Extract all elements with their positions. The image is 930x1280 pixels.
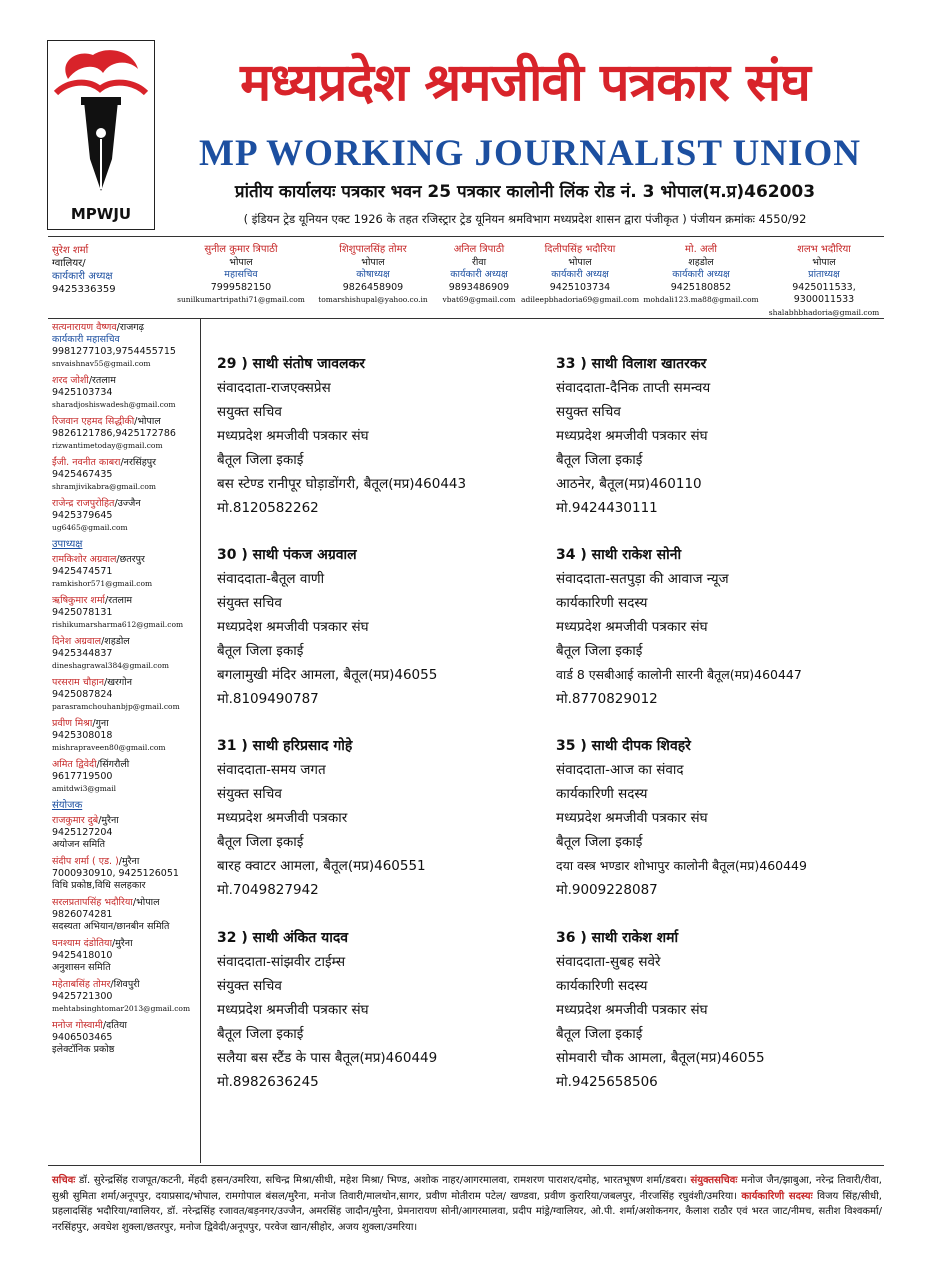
entry-line: सलैया बस स्टैंड के पास बैतूल(मप्र)460449 (217, 1050, 438, 1066)
sidebar-entry (52, 375, 198, 411)
member-entry (556, 734, 896, 902)
member-email: rizwantimetoday@gmail.com (52, 441, 163, 450)
member-line: 9425078131 (52, 607, 113, 618)
member-city: /मुरैना (118, 856, 140, 867)
union-title-hindi: मध्यप्रदेश श्रमजीवी पत्रकार संघ (240, 53, 810, 113)
officer-card (52, 244, 172, 296)
member-name: मनोज गोस्वामी (52, 1020, 103, 1031)
footer-text-executive: विजय सिंह/सीधी, प्रहलादसिंह भदौरिया/ग्वालियर, डॉ. नरेन्द्रसिंह रजावत/बड़नगर/उज्जैन, अमरसिंह जादौन/मुरैना, प्रेमनारायण सोनी/आगरमालवा, प्रदीप मांड्रे/ग्वालियर, ओ.पी. शर्मा/अशोकनगर, कैलाश राठौर एवं भरत जाट/नीमच, सतीश विश्वकर्मा/नरसिंहपुर, अवधेश शुक्ला/छतरपुर, मनोज द्विवेदी/अनूपपुर, परवेज खान/सीहोर, अजय शुक्ला/उमरिया। (52, 1190, 882, 1233)
officer-phone: 7999582150 (210, 281, 272, 293)
member-city: /गुना (92, 718, 109, 729)
member-line: 7000930910, 9425126051 (52, 868, 179, 879)
member-city: /भोपाल (132, 897, 160, 908)
footer-label-secretary: सचिवः (52, 1175, 76, 1186)
officer-card (521, 244, 639, 307)
sidebar-entry (52, 856, 198, 892)
member-city: /उज्जैन (114, 498, 141, 509)
officer-name: सुरेश शर्मा (52, 245, 89, 256)
officer-city: भोपाल (568, 256, 592, 268)
entry-line: बैतूल जिला इकाई (217, 643, 304, 659)
member-line: सदस्यता अभियान/छानबीन समिति (52, 921, 170, 932)
member-city: /सिंगरौली (96, 759, 130, 770)
officer-card (309, 244, 437, 307)
member-city: /खरगोन (104, 677, 132, 688)
officer-card (437, 244, 521, 307)
officer-name: शिशुपालसिंह तोमर (339, 244, 407, 255)
officer-email: mohdali123.ma88@gmail.com (643, 295, 759, 304)
entry-line: दया वस्त्र भण्डार शोभापुर कालोनी बैतूल(मप्र)460449 (556, 858, 807, 873)
union-title-english: MP WORKING JOURNALIST UNION (199, 133, 861, 174)
sidebar-divider (200, 318, 201, 1163)
member-city: /शिवपुरी (110, 979, 140, 990)
officer-name: अनिल त्रिपाठी (453, 244, 505, 255)
member-name: रिजवान एहमद सिद्धीकी (52, 416, 135, 427)
officer-email: adileepbhadoria69@gmail.com (521, 295, 640, 304)
footer-text-secretary: डॉ. सुरेन्द्रसिंह राजपूत/कटनी, मेंहदी हसन/उमरिया, सचिन्द्र मिश्रा/सीधी, महेश मिश्रा/ भिण्ड, अशोक नाहर/आगरमालवा, रामशरण पाराशर/दमोह, भारतभूषण शर्मा/डबरा। (79, 1175, 687, 1186)
entry-line: वार्ड 8 एसबीआई कालोनी सारनी बैतूल(मप्र)460447 (556, 667, 802, 682)
entry-line: सयुक्त सचिव (556, 404, 621, 420)
officer-name: दिलीपसिंह भदौरिया (544, 244, 616, 255)
member-line: 9826074281 (52, 909, 113, 920)
member-line: 9425127204 (52, 827, 113, 838)
entry-line: बैतूल जिला इकाई (217, 834, 304, 850)
entry-line: बस स्टेण्ड रानीपूर घोड़ाडोंगरी, बैतूल(मप्र)460443 (217, 476, 467, 492)
officer-name: शलभ भदौरिया (797, 244, 851, 255)
entry-heading: 32 ) साथी अंकित यादव (217, 930, 349, 946)
entry-line: संयुक्त सचिव (217, 786, 282, 802)
member-line: विधि प्रकोष्ठ,विधि सलहकार (52, 880, 146, 891)
member-city: /रतलाम (105, 595, 133, 606)
footer-text-joint-secretary: मनोज जैन/झाबुआ, नरेन्द्र तिवारी/रीवा, सुश्री सुमिता शर्मा/अनूपपुर, दयाप्रसाद/भोपाल, रामगोपाल बंसल/मुरैना, मनोज तिवारी/मालथोन,सागर, प्रवीण मोतीराम पटेल/ खण्डवा, प्रवीण कुरारिया/जबलपुर, नीरजसिंह रघुवंशी/उमरिया। (52, 1175, 882, 1202)
footer-members (52, 1173, 882, 1235)
entry-line: बैतूल जिला इकाई (556, 452, 643, 468)
officer-card (173, 244, 309, 307)
sidebar-entry (52, 815, 198, 851)
entry-line: मो.9424430111 (556, 500, 658, 516)
officer-city: रीवा (471, 256, 487, 268)
footer-divider (48, 1165, 884, 1166)
entry-line: सोमवारी चौक आमला, बैतूल(मप्र)46055 (556, 1050, 765, 1066)
officer-city: भोपाल (361, 256, 385, 268)
member-city: /छतरपुर (116, 554, 145, 565)
entry-line: मो.8770829012 (556, 691, 658, 707)
member-line: 9425103734 (52, 387, 113, 398)
member-name: अमित द्विवेदी (52, 759, 97, 770)
sidebar-entry (52, 554, 198, 590)
member-name: संदीप शर्मा ( एड. ) (52, 856, 119, 867)
member-line: 9425418010 (52, 950, 113, 961)
entry-line: संयुक्त सचिव (217, 595, 282, 611)
entry-line: आठनेर, बैतूल(मप्र)460110 (556, 476, 702, 492)
member-email: snvaishnav55@gmail.com (52, 359, 151, 368)
group-heading-convener: संयोजक (52, 800, 83, 811)
member-name: परसराम चौहान (52, 677, 105, 688)
officer-name: सुनील कुमार त्रिपाठी (204, 244, 278, 255)
footer-label-joint-secretary: संयुक्तसचिवः (690, 1175, 738, 1186)
officer-role: प्रांताध्यक्ष (808, 269, 840, 280)
member-line: 9425467435 (52, 469, 113, 480)
member-name: प्रवीण मिश्रा (52, 718, 93, 729)
officers-divider (48, 318, 884, 319)
officer-role: महासचिव (224, 269, 258, 280)
sidebar-entry (52, 759, 198, 795)
member-line: अयोजन समिति (52, 839, 106, 850)
sidebar-entry (52, 595, 198, 631)
officer-card (763, 244, 885, 319)
officer-role: कोषाध्यक्ष (356, 269, 390, 280)
officer-phone: 9425336359 (52, 284, 116, 295)
entry-line: कार्यकारिणी सदस्य (556, 595, 648, 611)
entry-line: सयुक्त सचिव (217, 404, 282, 420)
member-line: 9425379645 (52, 510, 113, 521)
entry-line: मध्यप्रदेश श्रमजीवी पत्रकार (217, 810, 348, 826)
member-name: ऋषिकुमार शर्मा (52, 595, 105, 606)
member-name: घनश्याम दंडोतिया (52, 938, 113, 949)
member-line: 9617719500 (52, 771, 113, 782)
member-email: mishrapraveen80@gmail.com (52, 743, 166, 752)
entry-line: संवाददाता-सांझवीर टाईम्स (217, 954, 346, 970)
pen-nib-icon (48, 41, 154, 201)
group-heading-vice-president: उपाध्यक्ष (52, 539, 83, 550)
sidebar-entry (52, 677, 198, 713)
entry-heading: 29 ) साथी संतोष जावलकर (217, 356, 365, 372)
entry-heading: 36 ) साथी राकेश शर्मा (556, 930, 679, 946)
officer-email: sunilkumartripathi71@gmail.com (177, 295, 305, 304)
header-divider (48, 236, 884, 237)
member-name: सरलप्रतापसिंह भदौरिया (52, 897, 133, 908)
entry-line: संवाददाता-समय जगत (217, 762, 326, 778)
entry-line: बैतूल जिला इकाई (556, 643, 643, 659)
member-city: /रतलाम (88, 375, 116, 386)
entry-line: कार्यकारिणी सदस्य (556, 786, 648, 802)
member-entry (217, 926, 557, 1094)
sidebar-entry (52, 457, 198, 493)
entry-line: संवाददाता-दैनिक ताप्ती समन्वय (556, 380, 711, 396)
sidebar-entry (52, 979, 198, 1015)
sidebar-entry (52, 322, 198, 370)
member-entry (556, 352, 896, 520)
officer-role: कार्यकारी अध्यक्ष (672, 269, 730, 280)
sidebar-entry (52, 897, 198, 933)
member-line: 9981277103,9754455715 (52, 346, 176, 357)
member-line: कार्यकारी महासचिव (52, 334, 120, 345)
member-email: rishikumarsharma612@gmail.com (52, 620, 184, 629)
officer-phone: 9893486909 (448, 281, 510, 293)
officer-email: shalabhbhadoria@gmail.com (768, 307, 880, 317)
entry-heading: 31 ) साथी हरिप्रसाद गोहे (217, 738, 353, 754)
entry-heading: 33 ) साथी विलाश खातरकर (556, 356, 707, 372)
officer-email: tomarshishupal@yahoo.co.in (318, 295, 428, 304)
member-email: amitdwi3@gmail (52, 784, 117, 793)
officer-city: भोपाल (812, 256, 836, 268)
officer-name: मो. अली (685, 244, 717, 255)
sidebar-entry (52, 416, 198, 452)
sidebar-entry (52, 718, 198, 754)
member-city: /राजगढ़ (116, 322, 144, 333)
member-name: शरद जोशी (52, 375, 89, 386)
member-email: mehtabsinghtomar2013@gmail.com (52, 1004, 191, 1013)
officer-role: कार्यकारी अध्यक्ष (450, 269, 508, 280)
member-entry (556, 926, 896, 1094)
entry-line: संवाददाता-आज का संवाद (556, 762, 684, 778)
member-line: 9425308018 (52, 730, 113, 741)
union-logo (47, 40, 155, 230)
member-email: ramkishor571@gmail.com (52, 579, 153, 588)
officer-role: कार्यकारी अध्यक्ष (551, 269, 609, 280)
member-email: dineshagrawal384@gmail.com (52, 661, 169, 670)
member-email: sharadjoshiswadesh@gmail.com (52, 400, 176, 409)
entry-line: मध्यप्रदेश श्रमजीवी पत्रकार संघ (556, 428, 708, 444)
officer-email: vbat69@gmail.com (442, 295, 516, 304)
sidebar-entry (52, 498, 198, 534)
officer-city: भोपाल (229, 256, 253, 268)
member-email: parasramchouhanbjp@gmail.com (52, 702, 180, 711)
logo-abbreviation: MPWJU (70, 205, 132, 223)
officer-phone: 9826458909 (342, 281, 404, 293)
member-name: ईंजी. नवनीत काबरा (52, 457, 121, 468)
officer-city: ग्वालियर/ (52, 258, 86, 269)
officer-phone: 9425103734 (549, 281, 611, 293)
member-line: 9406503465 (52, 1032, 113, 1043)
entry-line: बारह क्वाटर आमला, बैतूल(मप्र)460551 (217, 858, 426, 874)
officer-city: शहडोल (688, 256, 714, 268)
entry-line: संयुक्त सचिव (217, 978, 282, 994)
office-address: प्रांतीय कार्यालयः पत्रकार भवन 25 पत्रकार कालोनी लिंक रोड नं. 3 भोपाल(म.प्र)462003 (234, 182, 816, 202)
member-city: /मुरैना (112, 938, 133, 949)
member-line: अनुशासन समिति (52, 962, 111, 973)
member-city: /मुरैना (98, 815, 119, 826)
entry-line: मध्यप्रदेश श्रमजीवी पत्रकार संघ (217, 1002, 369, 1018)
member-city: /शहडोल (101, 636, 130, 647)
footer-label-executive: कार्यकारिणी सदस्यः (741, 1190, 813, 1202)
entry-line: मो.9425658506 (556, 1074, 658, 1090)
entry-line: बैतूल जिला इकाई (556, 1026, 643, 1042)
member-line: 9425344837 (52, 648, 113, 659)
entry-line: संवाददाता-राजएक्सप्रेस (217, 380, 331, 396)
member-city: /भोपाल (134, 416, 161, 427)
entry-line: मध्यप्रदेश श्रमजीवी पत्रकार संघ (556, 619, 708, 635)
entry-heading: 34 ) साथी राकेश सोनी (556, 547, 682, 563)
entry-line: बैतूल जिला इकाई (556, 834, 643, 850)
member-name: सत्यनारायण वैष्णव (52, 322, 117, 333)
entry-line: बैतूल जिला इकाई (217, 1026, 304, 1042)
officer-card (639, 244, 763, 307)
entry-line: मध्यप्रदेश श्रमजीवी पत्रकार संघ (217, 619, 369, 635)
officer-phone: 9425180852 (670, 281, 732, 293)
member-entry (217, 543, 557, 711)
member-line: 9425474571 (52, 566, 113, 577)
registration-note: ( इंडियन ट्रेड यूनियन एक्ट 1926 के तहत रजिस्ट्रार ट्रेड यूनियन श्रमविभाग मध्यप्रदेश शासन द्वारा पंजीकृत ) पंजीयन क्रमांकः 4550/92 (243, 212, 807, 226)
member-name: राजकुमार दुबे (52, 815, 99, 826)
entry-line: मो.8982636245 (217, 1074, 319, 1090)
entry-line: मध्यप्रदेश श्रमजीवी पत्रकार संघ (556, 1002, 708, 1018)
member-name: महेताबसिंह तोमर (52, 979, 111, 990)
entry-line: बगलामुखी मंदिर आमला, बैतूल(मप्र)46055 (217, 667, 438, 683)
entry-line: कार्यकारिणी सदस्य (556, 978, 648, 994)
entry-line: मो.8109490787 (217, 691, 319, 707)
member-line: 9826121786,9425172786 (52, 428, 176, 439)
entry-line: संवाददाता-बैतूल वाणी (217, 571, 325, 587)
entry-line: संवाददाता-सुबह सवेरे (556, 954, 661, 970)
officer-role: कार्यकारी अध्यक्ष (52, 271, 113, 282)
entry-line: मध्यप्रदेश श्रमजीवी पत्रकार संघ (217, 428, 369, 444)
entry-heading: 35 ) साथी दीपक शिवहरे (556, 738, 691, 754)
member-name: रामकिशोर अग्रवाल (52, 554, 117, 565)
sidebar-entry (52, 1020, 198, 1056)
entry-line: मो.7049827942 (217, 882, 319, 898)
officer-phone: 9425011533, 9300011533 (792, 281, 856, 305)
member-entry (217, 352, 557, 520)
member-name: दिनेश अग्रवाल (52, 636, 102, 647)
entry-line: संवाददाता-सतपुड़ा की आवाज न्यूज (556, 571, 729, 587)
member-city: /नरसिंहपुर (120, 457, 157, 468)
member-line: इलेक्टॉनिक प्रकोष्ठ (52, 1044, 115, 1055)
member-entry (556, 543, 896, 711)
member-email: shramjivikabra@gmail.com (52, 482, 156, 491)
entry-line: मध्यप्रदेश श्रमजीवी पत्रकार संघ (556, 810, 708, 826)
member-entry (217, 734, 557, 902)
entry-line: मो.9009228087 (556, 882, 658, 898)
sidebar-members (52, 322, 198, 1061)
member-city: /दतिया (102, 1020, 127, 1031)
member-email: ug6465@gmail.com (52, 523, 128, 532)
sidebar-entry (52, 938, 198, 974)
member-name: राजेन्द्र राजपुरोहित (52, 498, 115, 509)
member-line: 9425087824 (52, 689, 113, 700)
member-line: 9425721300 (52, 991, 113, 1002)
sidebar-entry (52, 636, 198, 672)
entry-heading: 30 ) साथी पंकज अग्रवाल (217, 547, 357, 563)
entry-line: बैतूल जिला इकाई (217, 452, 304, 468)
entry-line: मो.8120582262 (217, 500, 319, 516)
